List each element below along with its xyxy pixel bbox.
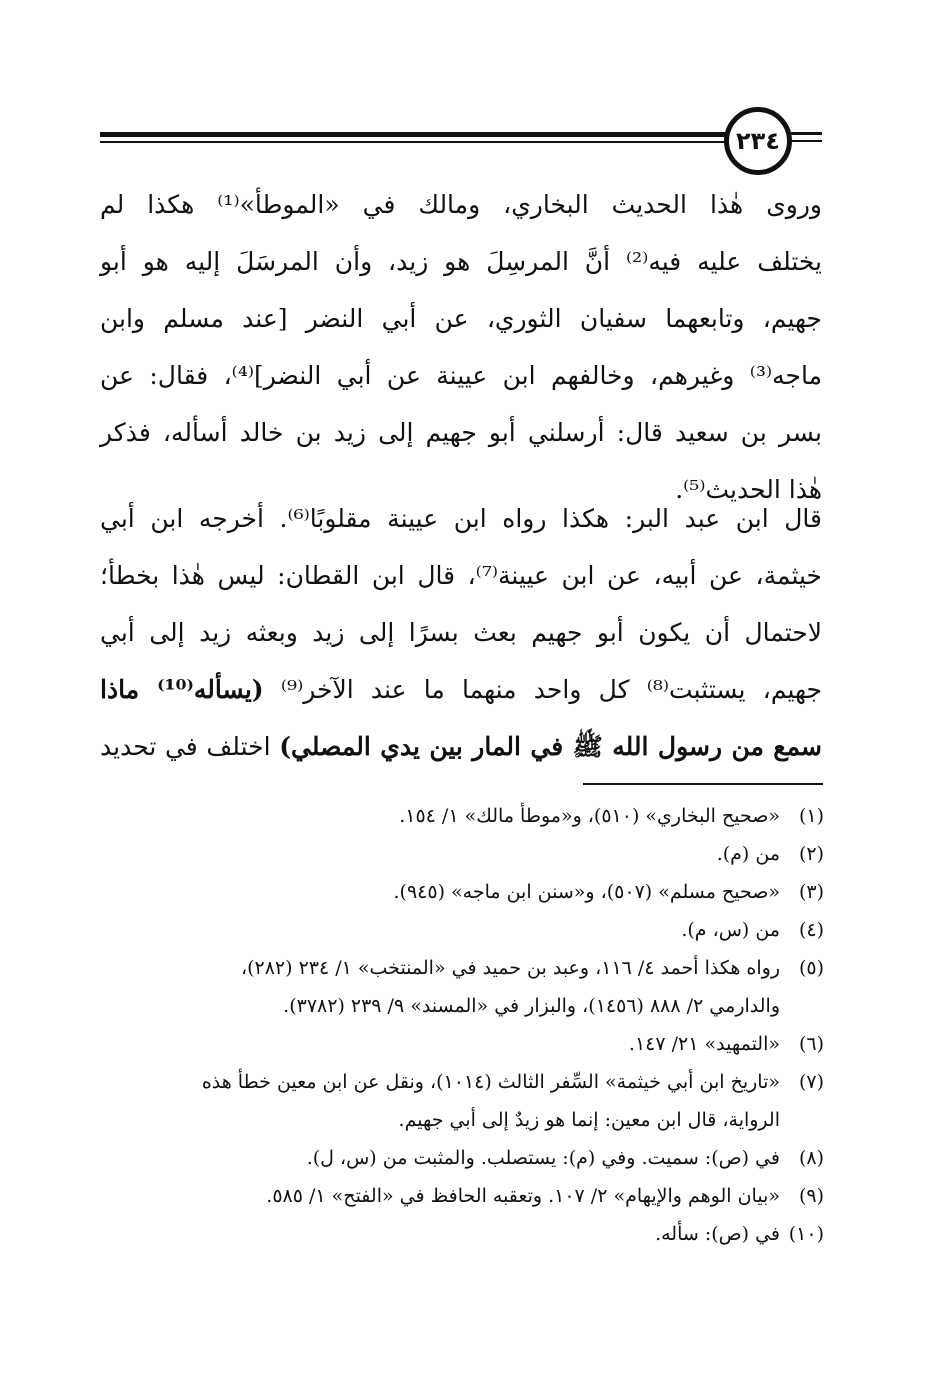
footnote-text — [100, 1139, 780, 1177]
footnote-text — [100, 1025, 780, 1063]
footnote — [100, 835, 824, 873]
footnote-line: «التمهيد» ٢١/ ١٤٧. — [628, 1033, 780, 1055]
bold-quote-end: سمع من رسول الله ﷺ في المار بين يدي المصلي) — [279, 732, 822, 761]
footnote-number: (٤) — [798, 919, 824, 941]
footnote-number: (٣) — [798, 881, 824, 903]
footnote-line: «تاريخ ابن أبي خيثمة» السِّفر الثالث (١٠١٤)، ونقل عن ابن معين خطأ هذه — [201, 1071, 780, 1093]
footnote-number: (٧) — [798, 1071, 824, 1093]
footnote-line: رواه هكذا أحمد ٤/ ١١٦، وعبد بن حميد في «المنتخب» ١/ ٢٣٤ (٢٨٢)، — [240, 957, 780, 979]
body-text: جهيم، يستثبت⁽⁸⁾ كل واحد منهما ما عند الآخر⁽⁹⁾ — [280, 675, 822, 704]
footnote-text — [100, 911, 780, 949]
footnote-text — [100, 1177, 780, 1215]
footnote-text — [100, 949, 780, 1025]
footnote-number: (٨) — [798, 1147, 824, 1169]
header-rule-thick — [100, 132, 732, 137]
footnote — [100, 1177, 824, 1215]
footnotes — [100, 797, 824, 1253]
footnote-text — [100, 1063, 780, 1139]
footnote-number: (١٠) — [788, 1223, 824, 1245]
footnote-line: في (ص): سأله. — [655, 1223, 780, 1245]
footnote-line: في (ص): سميت. وفي (م): يستصلب. والمثبت من (س، ل). — [306, 1147, 780, 1169]
footnote-line: «صحيح البخاري» (٥١٠)، و«موطأ مالك» ١/ ١٥٤. — [399, 805, 780, 827]
header-rule-thin — [100, 141, 732, 143]
body-line: قال ابن عبد البر: هكذا رواه ابن عيينة مقلوبًا⁽⁶⁾. أخرجه ابن أبي — [100, 504, 822, 533]
footnote — [100, 797, 824, 835]
footnote — [100, 1063, 824, 1139]
body-text: اختلف في تحديد — [100, 732, 271, 761]
footnote-text — [100, 873, 780, 911]
body-line: هٰذا الحديث⁽⁵⁾. — [675, 475, 822, 504]
footnote — [100, 1215, 824, 1253]
body-line: يختلف عليه فيه⁽²⁾ أنَّ المرسِلَ هو زيد، وأن المرسَلَ إليه هو أبو — [100, 247, 822, 276]
body-line: بسر بن سعيد قال: أرسلني أبو جهيم إلى زيد بن خالد أسأله، فذكر — [100, 418, 822, 447]
footnote-number: (١) — [798, 805, 824, 827]
footnote-line: الرواية، قال ابن معين: إنما هو زيدٌ إلى أبي جهيم. — [398, 1109, 780, 1131]
bold-quote-start: (يسأله⁽¹⁰⁾ ماذا — [100, 675, 264, 704]
body-line — [100, 661, 822, 718]
footnote-text — [100, 835, 780, 873]
footnote — [100, 911, 824, 949]
body-line: جهيم، وتابعهما سفيان الثوري، عن أبي النضر [عند مسلم وابن — [100, 304, 822, 333]
page-number-badge — [724, 107, 792, 175]
footnote — [100, 1025, 824, 1063]
footnote-number: (٩) — [798, 1185, 824, 1207]
body-line: ماجه⁽³⁾ وغيرهم، وخالفهم ابن عيينة عن أبي النضر]⁽⁴⁾، فقال: عن — [100, 361, 822, 390]
body-paragraph-1 — [100, 176, 822, 518]
body-line: لاحتمال أن يكون أبو جهيم بعث بسرًا إلى زيد وبعثه زيد إلى أبي — [100, 618, 822, 647]
footnote-line: «بيان الوهم والإيهام» ٢/ ١٠٧. وتعقبه الحافظ في «الفتح» ١/ ٥٨٥. — [266, 1185, 780, 1207]
body-line — [100, 718, 822, 775]
footnote-number: (٦) — [798, 1033, 824, 1055]
footnote-number: (٢) — [798, 843, 824, 865]
footnote — [100, 1139, 824, 1177]
footnote-number: (٥) — [798, 957, 824, 979]
footnote-line: والدارمي ٢/ ٨٨٨ (١٤٥٦)، والبزار في «المسند» ٩/ ٢٣٩ (٣٧٨٢). — [283, 995, 780, 1017]
footnote — [100, 873, 824, 911]
footnote-text — [100, 797, 780, 835]
body-line: خيثمة، عن أبيه، عن ابن عيينة⁽⁷⁾، قال ابن القطان: ليس هٰذا بخطأ؛ — [100, 561, 822, 590]
footnote-text — [100, 1215, 780, 1253]
body-line: وروى هٰذا الحديث البخاري، ومالك في «الموطأ»⁽¹⁾ هكذا لم — [100, 190, 822, 219]
footnote-line: من (م). — [716, 843, 780, 865]
footnote-line: «صحيح مسلم» (٥٠٧)، و«سنن ابن ماجه» (٩٤٥). — [393, 881, 780, 903]
page-number: ٢٣٤ — [736, 127, 780, 155]
footnote — [100, 949, 824, 1025]
body-paragraph-2 — [100, 490, 822, 775]
footnote-line: من (س، م). — [681, 919, 780, 941]
footnote-separator — [583, 783, 823, 785]
